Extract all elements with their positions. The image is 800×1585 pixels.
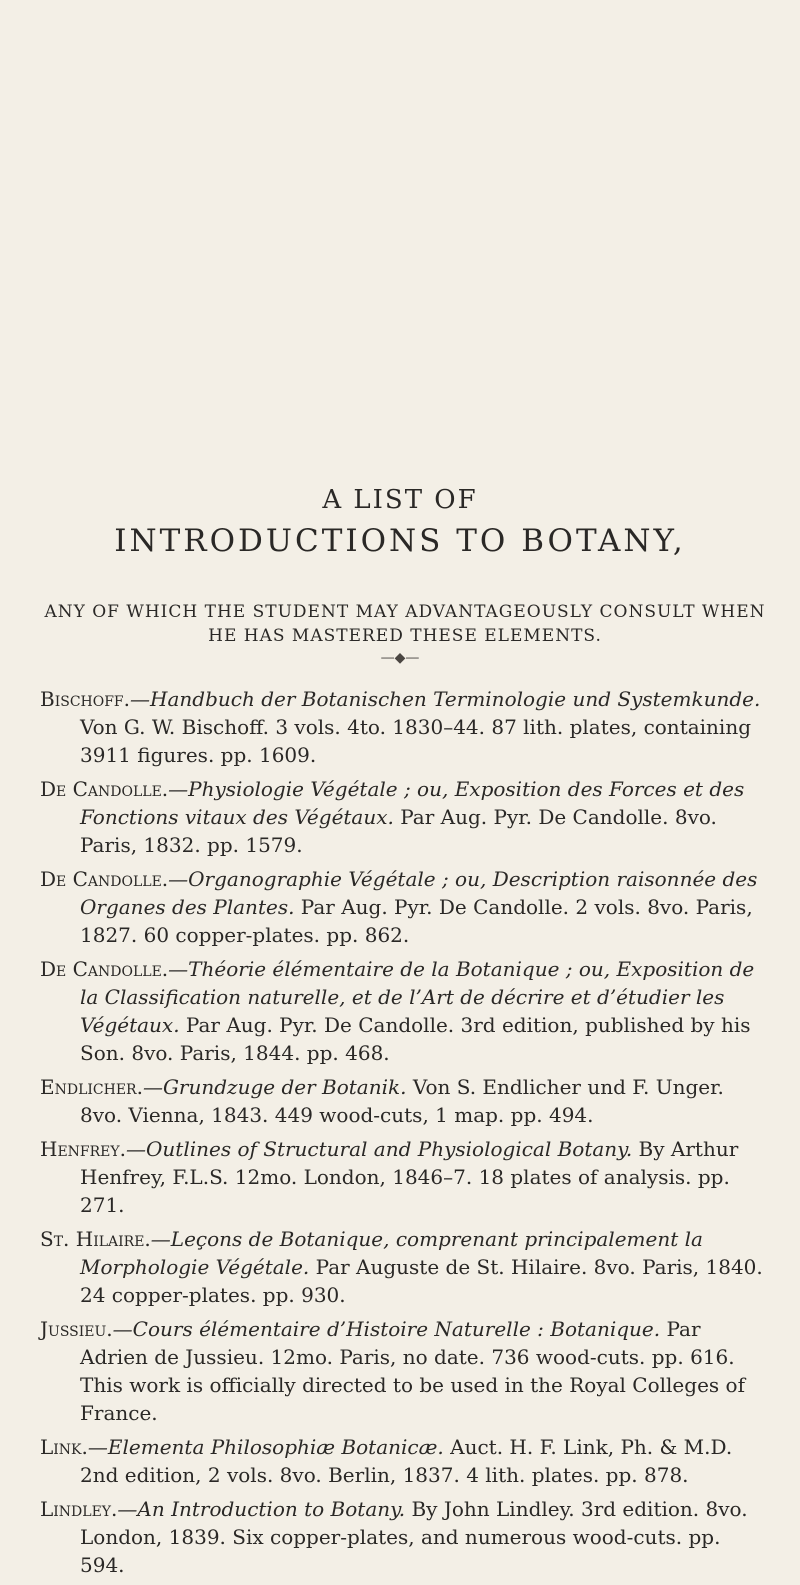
bibliography-entry [40, 775, 770, 859]
entry-title: —Cours élémentaire d’Histoire Naturelle : Botanique. [112, 1317, 661, 1341]
entry-title: —Handbuch der Botanischen Terminologie und Systemkunde. [130, 687, 761, 711]
bibliography-entry [40, 1073, 770, 1129]
entry-details: Von G. W. Bischoff. 3 vols. 4to. 1830–44. 87 lith. plates, containing 3911 figures. pp. 1609. [80, 715, 752, 767]
entry-title: —Elementa Philosophiæ Botanicæ. [87, 1435, 444, 1459]
entry-author: Jussieu. [40, 1317, 113, 1341]
entry-details: Auct. H. F. Link, Ph. & M.D. 2nd edition, 2 vols. 8vo. Berlin, 1837. 4 lith. plates. pp. 878. [80, 1435, 733, 1487]
entry-title: —Outlines of Structural and Physiological Botany. [126, 1137, 633, 1161]
entry-details: Par Auguste de St. Hilaire. 8vo. Paris, 1840. 24 copper-plates. pp. 930. [80, 1255, 763, 1307]
entry-details: Par Aug. Pyr. De Candolle. 8vo. Paris, 1832. pp. 1579. [80, 805, 717, 857]
entry-title: —Grundzuge der Botanik. [142, 1075, 407, 1099]
entry-title: —Organographie Végétale ; ou, Description raisonnée des Organes des Plantes. [80, 867, 758, 919]
entry-details: By Arthur Henfrey, F.L.S. 12mo. London, 1846–7. 18 plates of analysis. pp. 271. [80, 1137, 739, 1217]
ornament-divider: —◆— [380, 650, 420, 666]
entry-title: —An Introduction to Botany. [117, 1497, 406, 1521]
entry-details: By John Lindley. 3rd edition. 8vo. London, 1839. Six copper-plates, and numerous wood-cuts. pp. 594. [80, 1497, 748, 1577]
entry-details: Par Aug. Pyr. De Candolle. 2 vols. 8vo. Paris, 1827. 60 copper-plates. pp. 862. [80, 895, 753, 947]
bibliography-entry [40, 1433, 770, 1489]
bibliography-entry [40, 1315, 770, 1427]
entry-author: Link. [40, 1435, 88, 1459]
entry-details: Von S. Endlicher und F. Unger. 8vo. Vienna, 1843. 449 wood-cuts, 1 map. pp. 494. [80, 1075, 724, 1127]
entry-title: —Théorie élémentaire de la Botanique ; ou, Exposition de la Classification naturelle, et de l’Art de décrire et d’étudier les Végétaux. [80, 957, 755, 1037]
pre-title: A LIST OF [322, 485, 478, 515]
entry-author: St. Hilaire. [40, 1227, 151, 1251]
entry-author: Henfrey. [40, 1137, 126, 1161]
entry-title: —Leçons de Botanique, comprenant principalement la Morphologie Végétale. [80, 1227, 703, 1279]
bibliography-entry [40, 1495, 770, 1579]
entry-title: —Physiologie Végétale ; ou, Exposition des Forces et des Fonctions vitaux des Végétaux. [80, 777, 745, 829]
bibliography-entry [40, 1135, 770, 1219]
bibliography-list [40, 685, 770, 1585]
bibliography-entry [40, 955, 770, 1067]
entry-details: Par Adrien de Jussieu. 12mo. Paris, no date. 736 wood-cuts. pp. 616. This work is officially directed to be used in the Royal Colleges of France. [80, 1317, 745, 1425]
entry-author: Endlicher. [40, 1075, 143, 1099]
entry-author: De Candolle. [40, 867, 169, 891]
entry-author: De Candolle. [40, 957, 169, 981]
bibliography-entry [40, 1225, 770, 1309]
entry-details: Par Aug. Pyr. De Candolle. 3rd edition, published by his Son. 8vo. Paris, 1844. pp. 468. [80, 1013, 751, 1065]
subtitle: ANY OF WHICH THE STUDENT MAY ADVANTAGEOUSLY CONSULT WHEN HE HAS MASTERED THESE ELEMENTS. [44, 602, 766, 646]
entry-author: Lindley. [40, 1497, 118, 1521]
page-title: INTRODUCTIONS TO BOTANY, [114, 523, 686, 559]
bibliography-entry [40, 865, 770, 949]
entry-author: De Candolle. [40, 777, 169, 801]
entry-author: Bischoff. [40, 687, 131, 711]
bibliography-entry [40, 685, 770, 769]
